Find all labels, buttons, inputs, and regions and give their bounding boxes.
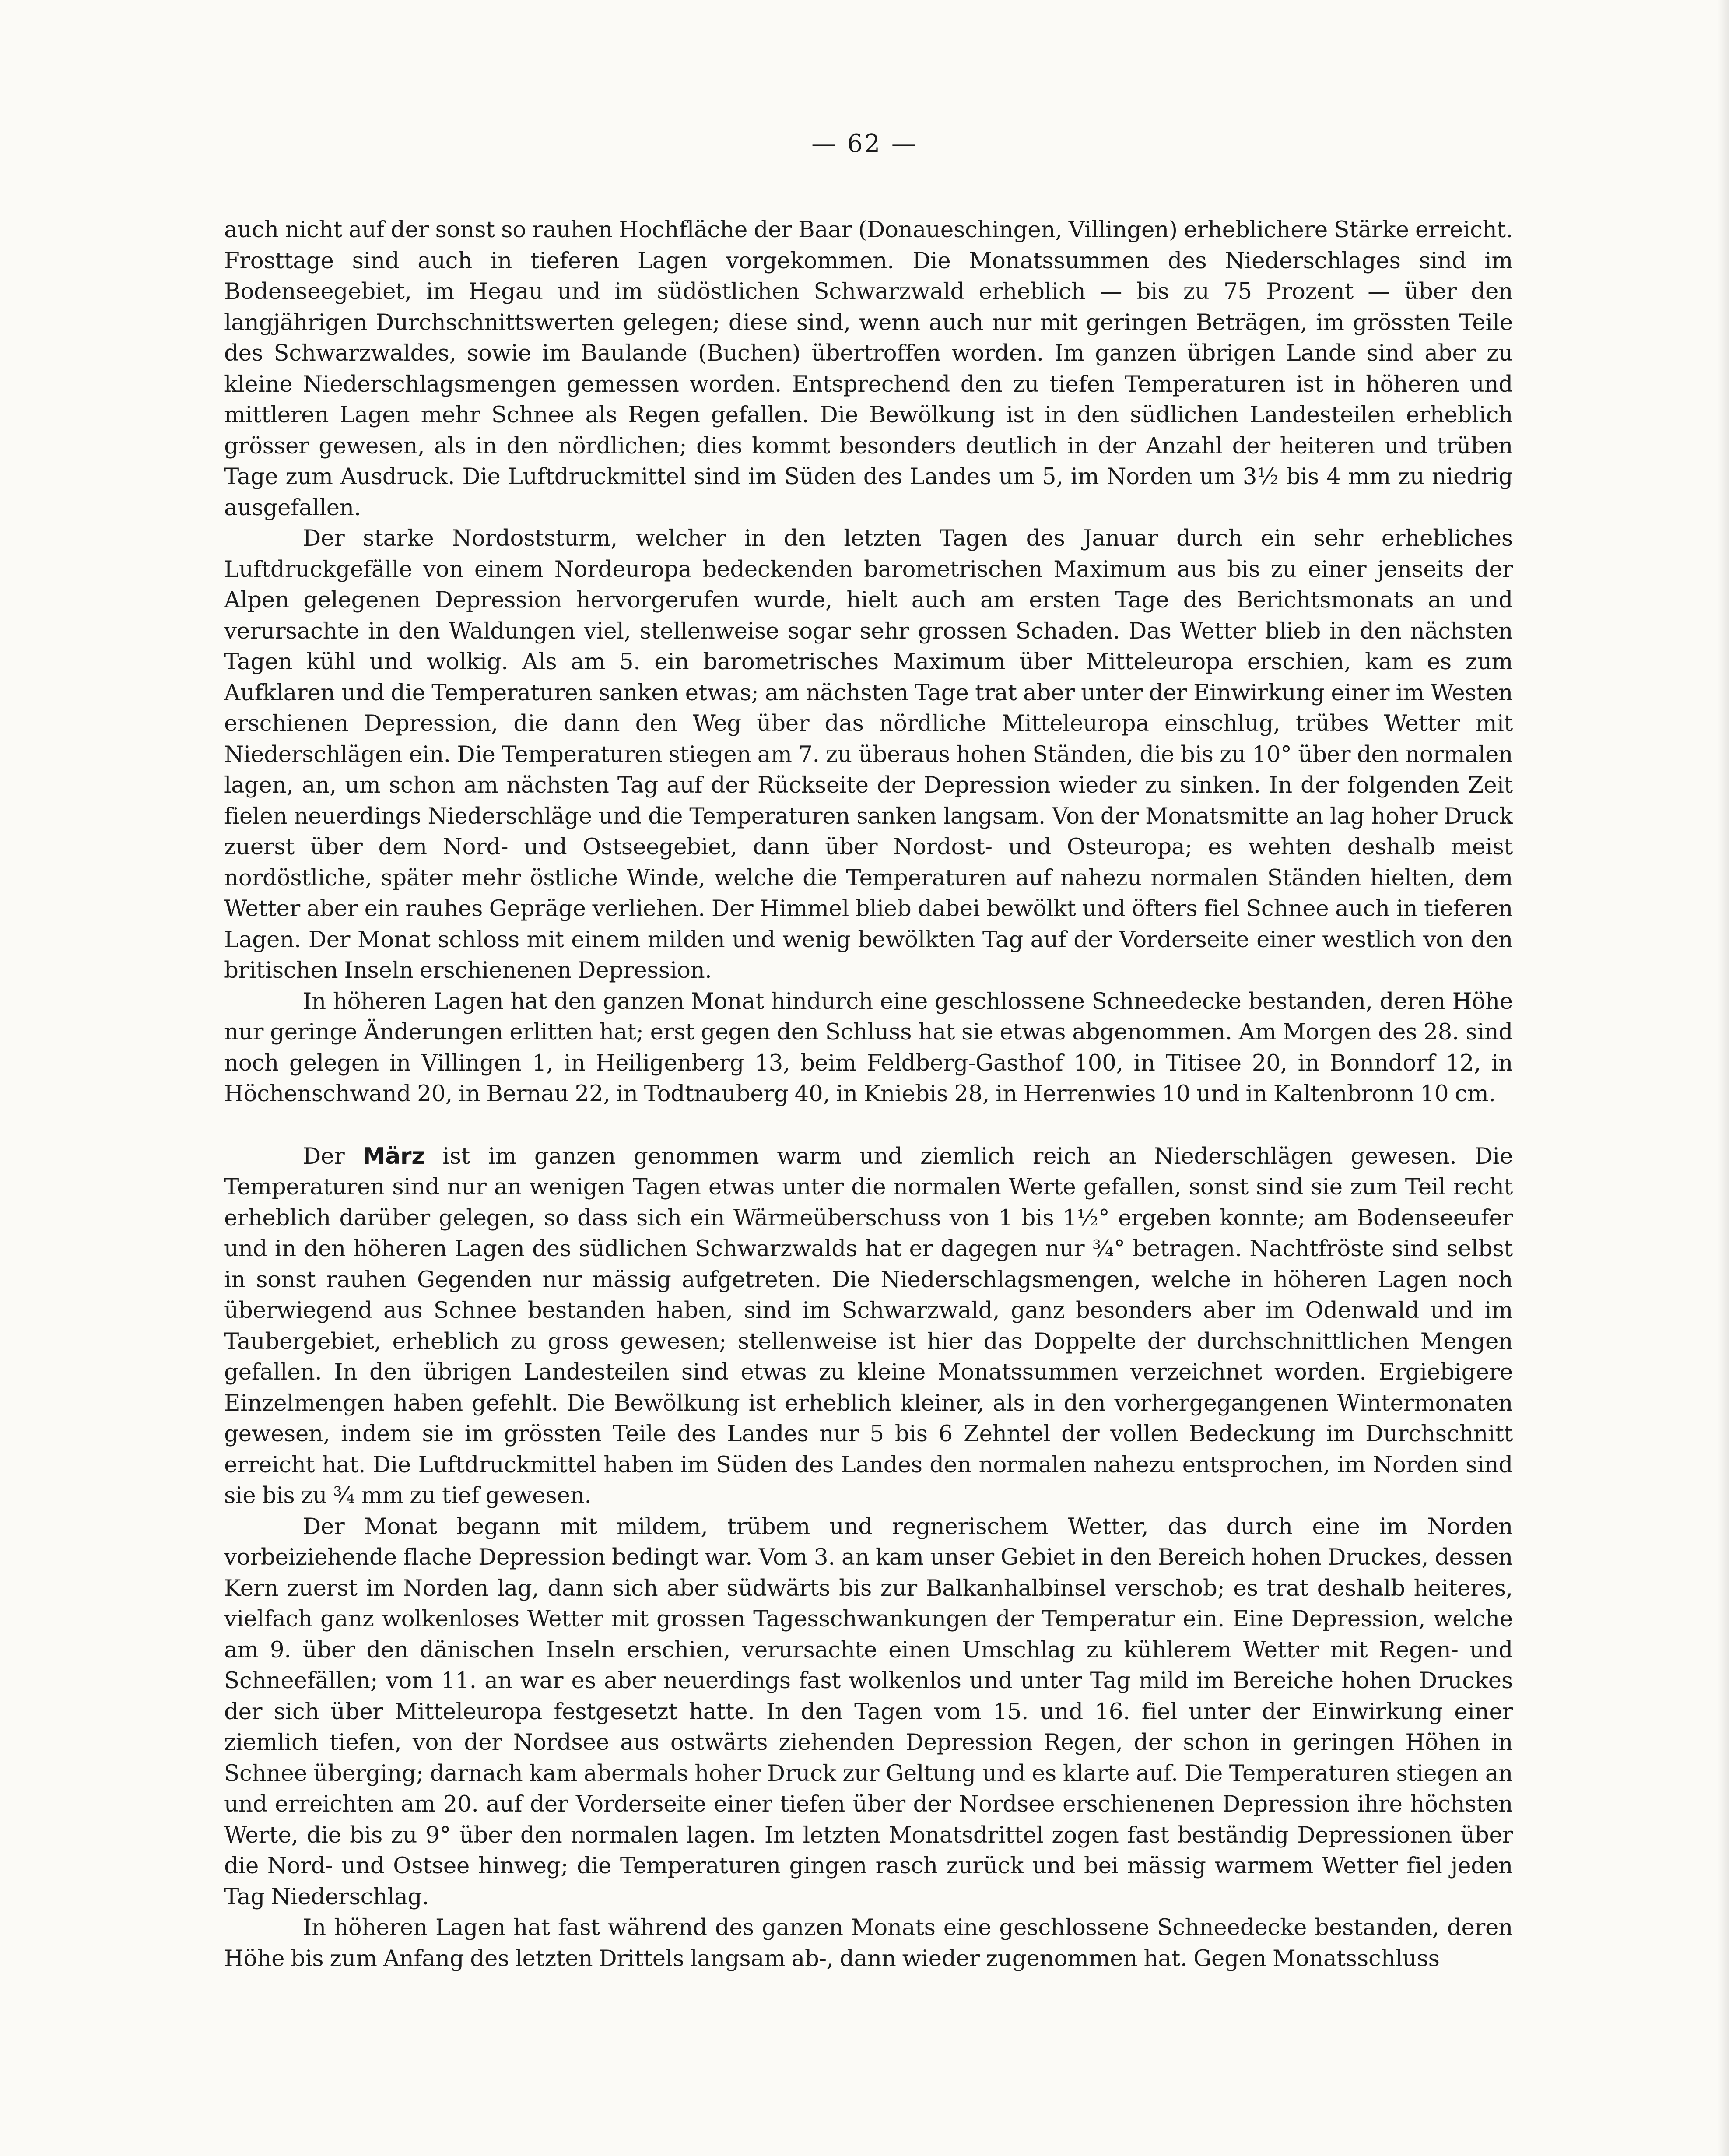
paragraph-february-snow-cover: In höheren Lagen hat den ganzen Monat hindurch eine geschlossene Schneedecke bestanden, deren Höhe nur geringe Änderungen erlitten hat; erst gegen den Schluss hat sie etwas abgenommen. Am Morgen des 28. sind noch gelegen in Villingen 1, in Heiligenberg 13, beim Feldberg-Gasthof 100, in Titisee 20, in Bonndorf 12, in Höchenschwand 20, in Bernau 22, in Todtnauberg 40, in Kniebis 28, in Herrenwies 10 und in Kaltenbronn 10 cm.	[224, 988, 1513, 1107]
march-lead-word: Der	[303, 1143, 345, 1169]
document-body	[224, 214, 1513, 1974]
paragraph-march-snow-cover: In höheren Lagen hat fast während des ganzen Monats eine geschlossene Schneedecke bestanden, deren Höhe bis zum Anfang des letzten Drittels langsam ab-, dann wieder zugenommen hat. Gegen Monatsschluss	[224, 1914, 1513, 1972]
page-edge-shadow	[1718, 0, 1729, 2156]
paragraph-february-weather-course: Der starke Nordoststurm, welcher in den letzten Tagen des Januar durch ein sehr erhebliches Luftdruckgefälle von einem Nordeuropa bedeckenden barometrischen Maximum aus bis zu einer jenseits der Alpen gelegenen Depression hervorgerufen wurde, hielt auch am ersten Tage des Berichtsmonats an und verursachte in den Waldungen viel, stellenweise sogar sehr grossen Schaden. Das Wetter blieb in den nächsten Tagen kühl und wolkig. Als am 5. ein barometrisches Maximum über Mitteleuropa erschien, kam es zum Aufklaren und die Temperaturen sanken etwas; am nächsten Tage trat aber unter der Einwirkung einer im Westen erschienen Depression, die dann den Weg über das nördliche Mitteleuropa einschlug, trübes Wetter mit Niederschlägen ein. Die Temperaturen stiegen am 7. zu überaus hohen Ständen, die bis zu 10° über den normalen lagen, an, um schon am nächsten Tag auf der Rückseite der Depression wieder zu sinken. In der folgenden Zeit fielen neuerdings Niederschläge und die Temperaturen sanken langsam. Von der Monatsmitte an lag hoher Druck zuerst über dem Nord- und Ostseegebiet, dann über Nordost- und Osteuropa; es wehten deshalb meist nordöstliche, später mehr östliche Winde, welche die Temperaturen auf nahezu normalen Ständen hielten, dem Wetter aber ein rauhes Gepräge verliehen. Der Himmel blieb dabei bewölkt und öfters fiel Schnee auch in tieferen Lagen. Der Monat schloss mit einem milden und wenig bewölkten Tag auf der Vorderseite einer westlich von den britischen Inseln erschienenen Depression.	[224, 525, 1513, 983]
paragraph-march-summary	[224, 1141, 1513, 1511]
march-summary-text: ist im ganzen genommen warm und ziemlich reich an Niederschlägen gewesen. Die Temperaturen sind nur an wenigen Tagen etwas unter die normalen Werte gefallen, sonst sind sie zum Teil recht erheblich darüber gelegen, so dass sich ein Wärmeüberschuss von 1 bis 1½° ergeben konnte; am Bodenseeufer und in den höheren Lagen des südlichen Schwarzwalds hat er dagegen nur ¾° betragen. Nachtfröste sind selbst in sonst rauhen Gegenden nur mässig aufgetreten. Die Niederschlagsmengen, welche in höheren Lagen noch überwiegend aus Schnee bestanden haben, sind im Schwarzwald, ganz besonders aber im Odenwald und im Taubergebiet, erheblich zu gross gewesen; stellenweise ist hier das Doppelte der durchschnittlichen Mengen gefallen. In den übrigen Landesteilen sind etwas zu kleine Monatssummen verzeichnet worden. Ergiebigere Einzelmengen haben gefehlt. Die Bewölkung ist erheblich kleiner, als in den vorhergegangenen Wintermonaten gewesen, indem sie im grössten Teile des Landes nur 5 bis 6 Zehntel der vollen Bedeckung im Durchschnitt erreicht hat. Die Luftdruckmittel haben im Süden des Landes den normalen nahezu entsprochen, im Norden sind sie bis zu ¾ mm zu tief gewesen.	[224, 1143, 1513, 1509]
page-number: — 62 —	[811, 130, 918, 158]
paragraph-february-summary-continued: auch nicht auf der sonst so rauhen Hochfläche der Baar (Donaueschingen, Villingen) erheblichere Stärke erreicht. Frosttage sind auch in tieferen Lagen vorgekommen. Die Monatssummen des Niederschlages sind im Bodenseegebiet, im Hegau und im südöstlichen Schwarzwald erheblich — bis zu 75 Prozent — über den langjährigen Durchschnittswerten gelegen; diese sind, wenn auch nur mit geringen Beträgen, im grössten Teile des Schwarzwaldes, sowie im Baulande (Buchen) übertroffen worden. Im ganzen übrigen Lande sind aber zu kleine Niederschlagsmengen gemessen worden. Entsprechend den zu tiefen Temperaturen ist in höheren und mittleren Lagen mehr Schnee als Regen gefallen. Die Bewölkung ist in den südlichen Landesteilen erheblich grösser gewesen, als in den nördlichen; dies kommt besonders deutlich in der Anzahl der heiteren und trüben Tage zum Ausdruck. Die Luftdruckmittel sind im Süden des Landes um 5, im Norden um 3½ bis 4 mm zu niedrig ausgefallen.	[224, 217, 1513, 521]
month-heading-maerz: März	[362, 1143, 425, 1169]
paragraph-march-weather-course: Der Monat begann mit mildem, trübem und regnerischem Wetter, das durch eine im Norden vorbeiziehende flache Depression bedingt war. Vom 3. an kam unser Gebiet in den Bereich hohen Druckes, dessen Kern zuerst im Norden lag, dann sich aber südwärts bis zur Balkanhalbinsel verschob; es trat deshalb heiteres, vielfach ganz wolkenloses Wetter mit grossen Tagesschwankungen der Temperatur ein. Eine Depression, welche am 9. über den dänischen Inseln erschien, verursachte einen Umschlag zu kühlerem Wetter mit Regen- und Schneefällen; vom 11. an war es aber neuerdings fast wolkenlos und unter Tag mild im Bereiche hohen Druckes der sich über Mitteleuropa festgesetzt hatte. In den Tagen vom 15. und 16. fiel unter der Einwirkung einer ziemlich tiefen, von der Nordsee aus ostwärts ziehenden Depression Regen, der schon in geringen Höhen in Schnee überging; darnach kam abermals hoher Druck zur Geltung und es klarte auf. Die Temperaturen stiegen an und erreichten am 20. auf der Vorderseite einer tiefen über der Nordsee erschienenen Depression ihre höchsten Werte, die bis zu 9° über den normalen lagen. Im letzten Monatsdrittel zogen fast beständig Depressionen über die Nord- und Ostsee hinweg; die Temperaturen gingen rasch zurück und bei mässig warmem Wetter fiel jeden Tag Niederschlag.	[224, 1513, 1513, 1910]
